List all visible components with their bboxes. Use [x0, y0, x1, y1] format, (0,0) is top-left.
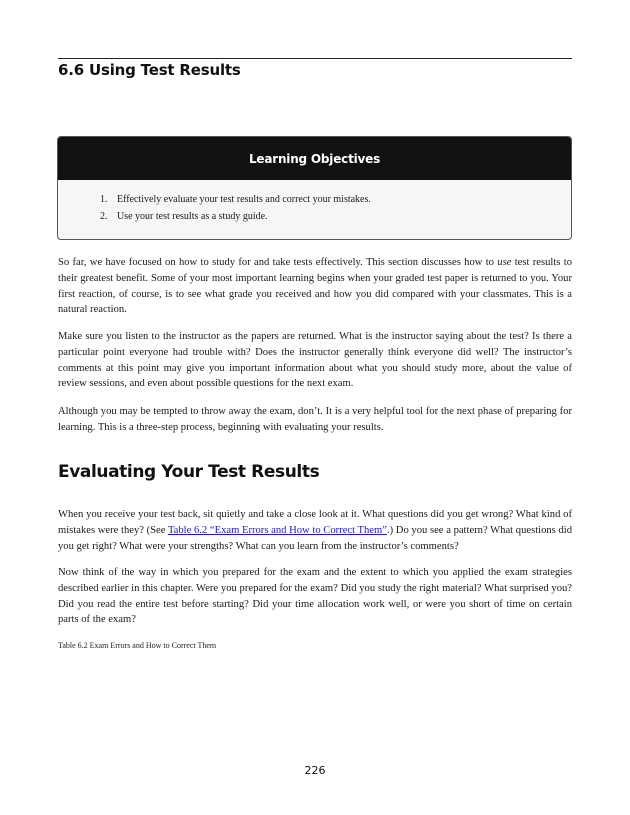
page-number: 226 [304, 764, 326, 777]
objective-number: 2. [100, 211, 108, 222]
paragraph-text: test results to their greatest benefit. Some of your most important learning begins when your graded test paper is returned to you. Your first reaction, of course, is to see what grade you received and how you did compared with your classmates. This is a natural reaction. [58, 257, 572, 316]
learning-objectives-header: Learning Objectives [58, 137, 571, 180]
paragraph-intro [58, 255, 572, 318]
objective-text: Use your test results as a study guide. [117, 211, 268, 222]
paragraph-evaluate [58, 507, 572, 554]
paragraph-prepare: Now think of the way in which you prepared for the exam and the extent to which you applied the exam strategies described earlier in this chapter. Were you prepared for the exam? Did you study the right material? What surprised you? Did you read the entire test before starting? Did your time allocation work well, or were you short of time on certain parts of the exam? [58, 567, 572, 626]
paragraph-listen: Make sure you listen to the instructor as the papers are returned. What is the instructor saying about the test? Is there a particular point everyone had trouble with? Does the instructor generally think everyone did well? The instructor’s comments at this point may give you important information about what you should study more, about the value of review sessions, and even about possible questions for the next exam. [58, 331, 572, 390]
paragraph-text: .) Do you see a pattern? What questions did you get right? What were your strengths? What can you learn from the instructor’s comments? [58, 524, 573, 552]
paragraph-text: So far, we have focused on how to study for and take tests effectively. This section discusses how to [58, 257, 498, 268]
objective-number: 1. [100, 194, 108, 205]
learning-objectives-box [57, 136, 572, 240]
objective-item [100, 194, 371, 205]
emphasis-text: use [497, 257, 512, 268]
objective-item [100, 211, 268, 222]
section-title: 6.6 Using Test Results [58, 61, 241, 79]
table-caption: Table 6.2 Exam Errors and How to Correct Them [58, 641, 217, 650]
top-rule [58, 58, 572, 59]
paragraph-text: When you receive your test back, sit quietly and take a close look at it. What questions did you get wrong? What kind of mistakes were they? (See [58, 509, 572, 536]
table-link[interactable]: Table 6.2 “Exam Errors and How to Correct Them” [167, 524, 387, 536]
paragraph-exam: Although you may be tempted to throw away the exam, don’t. It is a very helpful tool for the next phase of preparing for learning. This is a three-step process, beginning with evaluating your results. [58, 406, 572, 433]
subsection-title: Evaluating Your Test Results [58, 462, 320, 482]
objective-text: Effectively evaluate your test results and correct your mistakes. [117, 194, 371, 205]
